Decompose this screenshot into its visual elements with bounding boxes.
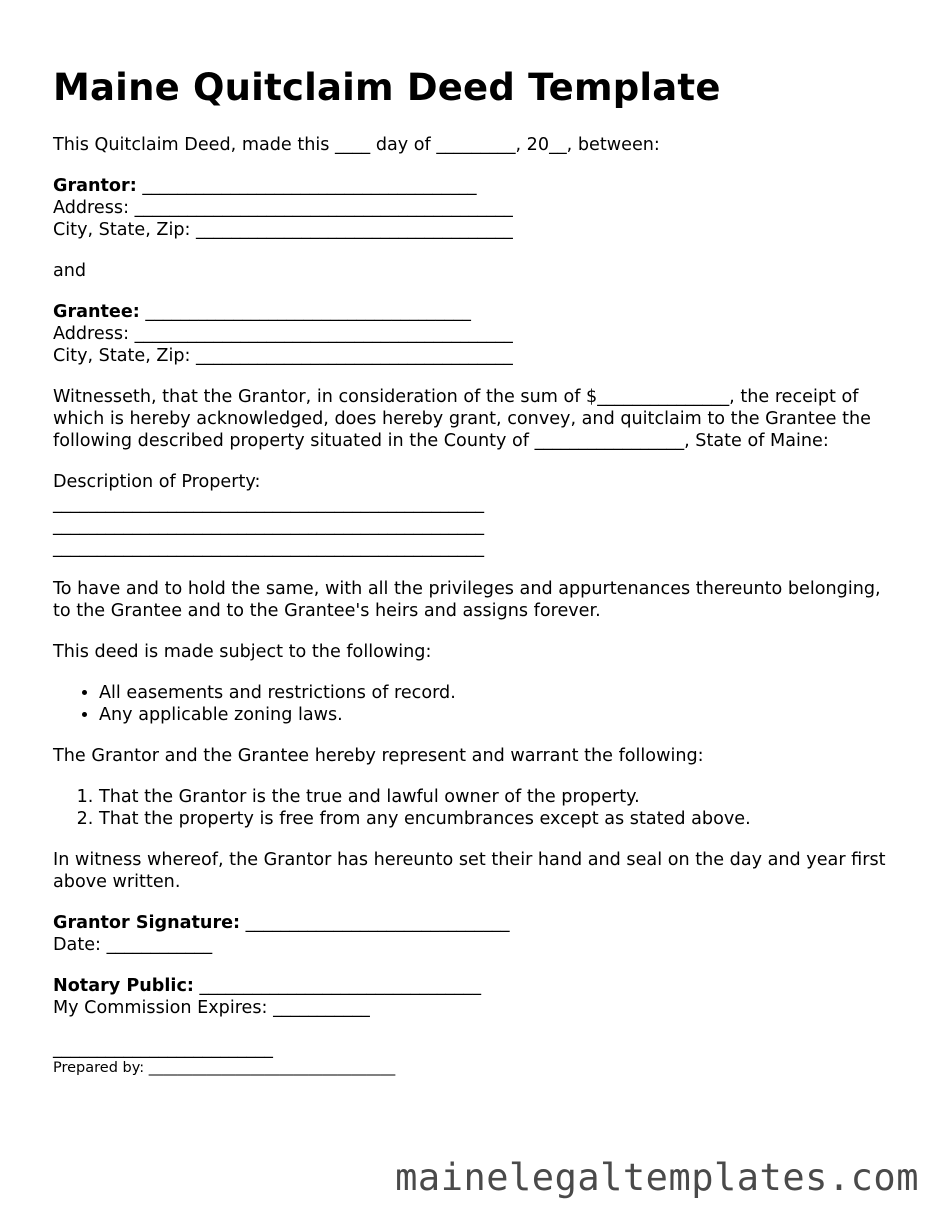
witnesseth-paragraph: Witnesseth, that the Grantor, in consideration of the sum of $_______________, the receipt of which is hereby acknowledged, does hereby grant, convey, and quitclaim to the Grantee the following described property situated in the County of _________________, State of Maine: [53, 387, 871, 451]
signature-block [53, 912, 903, 956]
subject-intro: This deed is made subject to the following: [53, 642, 432, 662]
grantor-address: Address: ___________________________________________ [53, 198, 513, 218]
grantee-address: Address: ___________________________________________ [53, 324, 513, 344]
grantee-block [53, 301, 903, 367]
witness-whereof-paragraph: In witness whereof, the Grantor has hereunto set their hand and seal on the day and year first above written. [53, 850, 886, 892]
signature-date: Date: ____________ [53, 935, 213, 955]
grantee-label: Grantee: [53, 302, 140, 322]
list-item: 1. That the Grantor is the true and lawful owner of the property. [99, 786, 903, 808]
list-item: • All easements and restrictions of record. [99, 682, 903, 704]
prepared-by: Prepared by: __________________________________ [53, 1060, 396, 1076]
signature-line: ______________________________ [240, 913, 510, 933]
grantee-name-line: _____________________________________ [139, 302, 471, 322]
notary-line: ________________________________ [193, 976, 481, 996]
list-item: 2. That the property is free from any encumbrances except as stated above. [99, 808, 903, 830]
notary-label: Notary Public: [53, 976, 194, 996]
notary-block [53, 975, 903, 1019]
description-block [53, 471, 903, 559]
description-line: _________________________________________________ [53, 516, 485, 536]
warrant-intro: The Grantor and the Grantee hereby represent and warrant the following: [53, 746, 704, 766]
notary-expires: My Commission Expires: ___________ [53, 998, 370, 1018]
grantee-city: City, State, Zip: ____________________________________ [53, 346, 513, 366]
habendum-paragraph: To have and to hold the same, with all the privileges and appurtenances thereunto belonging, to the Grantee and to the Grantee's heirs and assigns forever. [53, 579, 881, 621]
signature-label: Grantor Signature: [53, 913, 241, 933]
and-text: and [53, 261, 87, 281]
warrant-list [53, 786, 903, 830]
description-label: Description of Property: [53, 472, 261, 492]
site-watermark: mainelegaltemplates.com [395, 1156, 919, 1199]
description-line: _________________________________________________ [53, 494, 485, 514]
grantor-name-line: ______________________________________ [136, 176, 477, 196]
grantor-label: Grantor: [53, 176, 137, 196]
description-line: _________________________________________________ [53, 538, 485, 558]
grantor-city: City, State, Zip: ____________________________________ [53, 220, 513, 240]
grantor-block [53, 175, 903, 241]
list-item: • Any applicable zoning laws. [99, 704, 903, 726]
page-title: Maine Quitclaim Deed Template [53, 66, 721, 109]
deed-document [53, 64, 903, 1077]
prepared-divider-line: _________________________ [53, 1039, 273, 1059]
subject-list [53, 682, 903, 726]
intro-paragraph: This Quitclaim Deed, made this ____ day of _________, 20__, between: [53, 135, 660, 155]
